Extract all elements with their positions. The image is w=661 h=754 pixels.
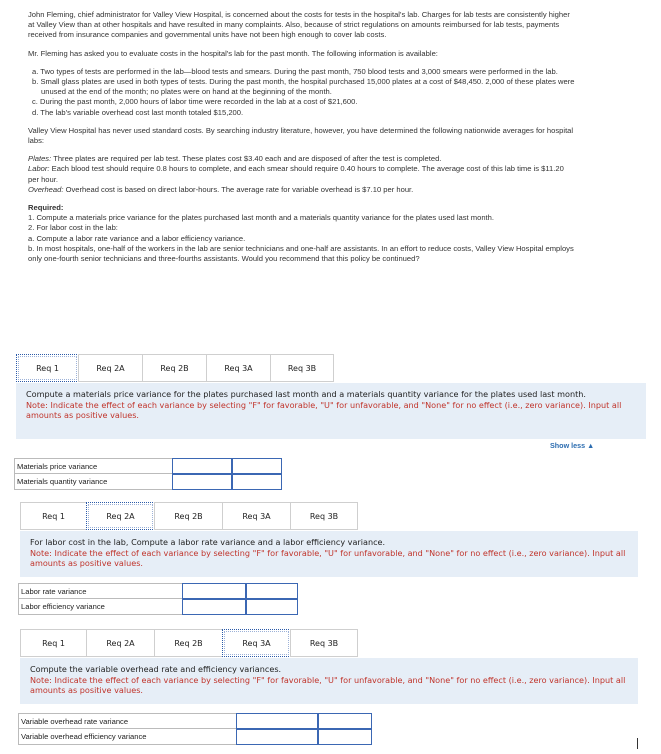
req-tabs-3 [20, 629, 357, 657]
standard-labor [28, 164, 576, 184]
tab-req-2b[interactable]: Req 2B [142, 354, 207, 382]
tab-req-3a[interactable]: Req 3A [206, 354, 271, 382]
tab-req-2a[interactable]: Req 2A [78, 354, 143, 382]
materials-quantity-effect-select[interactable] [232, 474, 282, 490]
fact-item: a. Two types of tests are performed in the lab—blood tests and smears. During the past month, 750 blood tests and 3,000 smears were performed in the lab. [32, 66, 558, 76]
table-row [14, 458, 284, 474]
required-1: 1. Compute a materials price variance for the plates purchased last month and a materials quantity variance for the plates used last month. [28, 213, 494, 223]
fact-item: b. Small glass plates are used in both types of tests. During the past month, the hospital purchased 15,000 plates at a cost of $48,450. 2,000 of these plates were unused at the end of the month; no plates were on hand at the beginning of the month. [32, 77, 575, 97]
show-less-link[interactable] [550, 441, 594, 450]
intro-paragraph-3: Valley View Hospital has never used standard costs. By searching industry literature, however, you have determined the following nationwide averages for hospital labs: [28, 125, 574, 146]
instruction-panel-3 [20, 658, 638, 704]
table-row [18, 729, 378, 745]
intro-paragraph-2: Mr. Fleming has asked you to evaluate costs in the hospital's lab for the past month. The following information is available: [28, 48, 438, 58]
tab-req-2a[interactable]: Req 2A [86, 502, 155, 530]
instruction-text: For labor cost in the lab, Compute a labor rate variance and a labor efficiency variance. [30, 537, 386, 547]
intro-paragraph-1: John Fleming, chief administrator for Valley View Hospital, is concerned about the costs for tests in the hospital's lab. Charges for lab tests are consistently higher at Valley View than at other hospitals and have resulted in many complaints. Also, because of strict regulations on amounts reimbursed for lab tests, payments received from insurance companies and governmental units have not been high enough to cover lab costs. [28, 10, 570, 40]
instruction-text: Compute the variable overhead rate and efficiency variances. [30, 664, 282, 674]
req-tabs-2 [20, 502, 357, 530]
standard-labor-label: Labor: [28, 164, 50, 174]
row-label: Variable overhead efficiency variance [18, 729, 236, 745]
standard-plates-text: Three plates are required per lab test. These plates cost $3.40 each and are disposed of after the test is completed. [51, 154, 442, 164]
overhead-efficiency-amount-input[interactable] [236, 729, 318, 745]
tab-req-3b[interactable]: Req 3B [270, 354, 334, 382]
row-label: Labor efficiency variance [18, 599, 182, 615]
required-2b: b. In most hospitals, one-half of the workers in the lab are senior technicians and one-half are assistants. In an effort to reduce costs, Valley View Hospital employs only one-fourth senior technicians and three-fourths assistants. Would you recommend that this policy be continued? [28, 243, 574, 264]
materials-price-effect-select[interactable] [232, 458, 282, 474]
standard-plates [28, 154, 576, 164]
table-row [14, 474, 284, 490]
tab-req-3b[interactable]: Req 3B [290, 629, 358, 657]
fact-item: d. The lab's variable overhead cost last month totaled $15,200. [32, 107, 244, 117]
req-tabs-1 [16, 354, 333, 382]
facts-list [28, 67, 576, 118]
row-label: Materials price variance [14, 458, 172, 474]
overhead-rate-effect-select[interactable] [318, 713, 372, 729]
variance-table-2 [18, 583, 300, 615]
labor-efficiency-amount-input[interactable] [182, 599, 246, 615]
instruction-text: Compute a materials price variance for the plates purchased last month and a materials quantity variance for the plates used last month. [26, 389, 586, 399]
tab-req-3a[interactable]: Req 3A [222, 629, 291, 657]
row-label: Labor rate variance [18, 583, 182, 599]
show-less-label: Show less [550, 441, 586, 450]
table-row [18, 583, 300, 599]
materials-price-amount-input[interactable] [172, 458, 232, 474]
tab-req-1[interactable]: Req 1 [16, 354, 79, 382]
problem-text [28, 10, 576, 264]
tab-req-2a[interactable]: Req 2A [86, 629, 155, 657]
labor-efficiency-effect-select[interactable] [246, 599, 298, 615]
text-cursor [637, 738, 638, 749]
tab-req-3b[interactable]: Req 3B [290, 502, 358, 530]
required-2: 2. For labor cost in the lab: [28, 223, 118, 233]
instruction-panel-1 [16, 383, 646, 439]
tab-req-2b[interactable]: Req 2B [154, 502, 223, 530]
tab-req-1[interactable]: Req 1 [20, 629, 87, 657]
fact-item: c. During the past month, 2,000 hours of labor time were recorded in the lab at a cost of $21,600. [32, 97, 358, 107]
row-label: Materials quantity variance [14, 474, 172, 490]
labor-rate-effect-select[interactable] [246, 583, 298, 599]
overhead-rate-amount-input[interactable] [236, 713, 318, 729]
tab-req-2b[interactable]: Req 2B [154, 629, 223, 657]
standard-overhead [28, 185, 576, 195]
table-row [18, 599, 300, 615]
instruction-note: Note: Indicate the effect of each variance by selecting "F" for favorable, "U" for unfavorable, and "None" for no effect (i.e., zero variance). Input all amounts as positive values. [30, 547, 626, 568]
variance-table-3 [18, 713, 378, 745]
materials-quantity-amount-input[interactable] [172, 474, 232, 490]
instruction-note: Note: Indicate the effect of each variance by selecting "F" for favorable, "U" for unfavorable, and "None" for no effect (i.e., zero variance). Input all amounts as positive values. [26, 399, 622, 420]
row-label: Variable overhead rate variance [18, 713, 236, 729]
required-heading: Required: [28, 203, 64, 213]
variance-table-1 [14, 458, 284, 490]
required-2a: a. Compute a labor rate variance and a labor efficiency variance. [28, 233, 246, 243]
overhead-efficiency-effect-select[interactable] [318, 729, 372, 745]
standard-labor-text: Each blood test should require 0.8 hours to complete, and each smear should require 0.40 hours to complete. The average cost of this lab time is $11.20 per hour. [28, 164, 564, 184]
standard-overhead-label: Overhead: [28, 184, 64, 194]
caret-up-icon: ▲ [587, 441, 595, 450]
tab-req-1[interactable]: Req 1 [20, 502, 87, 530]
tab-req-3a[interactable]: Req 3A [222, 502, 291, 530]
table-row [18, 713, 378, 729]
instruction-panel-2 [20, 531, 638, 577]
standard-plates-label: Plates: [28, 154, 52, 164]
instruction-note: Note: Indicate the effect of each variance by selecting "F" for favorable, "U" for unfavorable, and "None" for no effect (i.e., zero variance). Input all amounts as positive values. [30, 674, 626, 695]
standard-overhead-text: Overhead cost is based on direct labor-hours. The average rate for variable overhead is $7.10 per hour. [63, 184, 414, 194]
labor-rate-amount-input[interactable] [182, 583, 246, 599]
